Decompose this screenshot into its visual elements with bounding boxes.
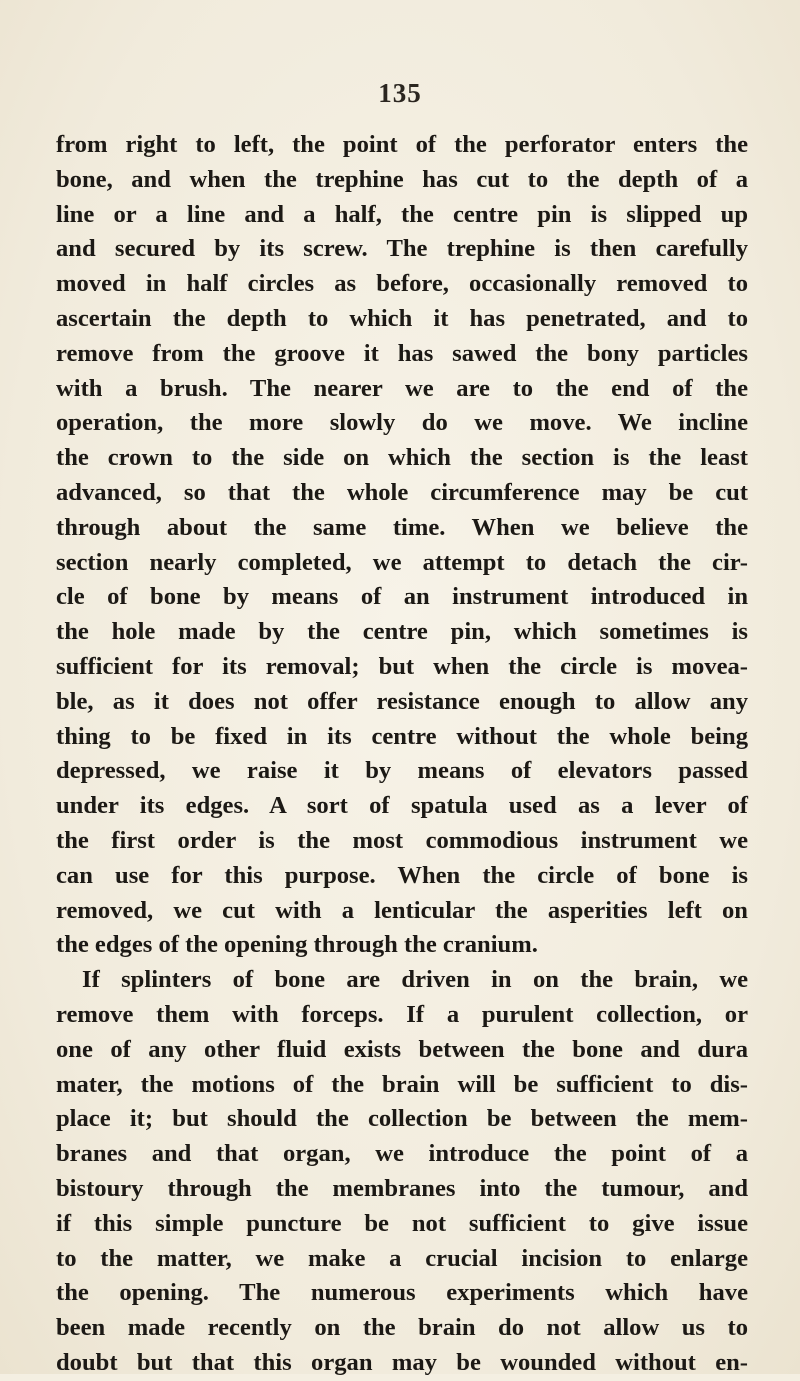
- text-line: ascertain the depth to which it has penetrated, and to: [56, 304, 748, 332]
- text-line: depressed, we raise it by means of elevators passed: [56, 757, 748, 785]
- body-text: [56, 128, 748, 1381]
- text-line: sufficient for its removal; but when the circle is movea-: [56, 652, 748, 680]
- text-line: moved in half circles as before, occasionally removed to: [56, 270, 748, 298]
- text-line: removed, we cut with a lenticular the asperities left on: [56, 896, 748, 924]
- text-line: from right to left, the point of the perforator enters the: [56, 131, 748, 158]
- text-line: been made recently on the brain do not allow us to: [56, 1314, 748, 1342]
- text-line: can use for this purpose. When the circle of bone is: [56, 861, 748, 889]
- text-line: mater, the motions of the brain will be sufficient to dis-: [56, 1070, 748, 1098]
- text-line: remove from the groove it has sawed the bony particles: [56, 339, 748, 367]
- text-line: operation, the more slowly do we move. We incline: [56, 409, 748, 437]
- text-line: line or a line and a half, the centre pin is slipped up: [56, 200, 748, 228]
- text-line: the crown to the side on which the section is the least: [56, 444, 748, 472]
- text-line: thing to be fixed in its centre without the whole being: [56, 722, 748, 750]
- text-line: to the matter, we make a crucial incision to enlarge: [56, 1244, 748, 1272]
- text-line: the first order is the most commodious instrument we: [56, 826, 748, 854]
- text-line: section nearly completed, we attempt to detach the cir-: [56, 548, 748, 576]
- text-line: ble, as it does not offer resistance enough to allow any: [56, 687, 748, 715]
- text-line: one of any other fluid exists between the bone and dura: [56, 1035, 748, 1063]
- text-line: doubt but that this organ may be wounded without en-: [56, 1348, 748, 1376]
- text-line: and secured by its screw. The trephine is then carefully: [56, 235, 748, 263]
- text-line: the hole made by the centre pin, which sometimes is: [56, 618, 748, 646]
- text-line: bistoury through the membranes into the tumour, and: [56, 1174, 748, 1202]
- text-line: place it; but should the collection be between the mem-: [56, 1105, 748, 1133]
- text-line: advanced, so that the whole circumference may be cut: [56, 478, 748, 506]
- text-line: If splinters of bone are driven in on the brain, we: [82, 966, 748, 994]
- text-line: the opening. The numerous experiments which have: [56, 1279, 748, 1307]
- text-line: under its edges. A sort of spatula used as a lever of: [56, 792, 748, 820]
- text-line: with a brush. The nearer we are to the end of the: [56, 374, 748, 402]
- page-number: 135: [378, 78, 422, 108]
- text-line: if this simple puncture be not sufficient to give issue: [56, 1209, 748, 1237]
- text-line: through about the same time. When we believe the: [56, 513, 748, 541]
- text-line: cle of bone by means of an instrument introduced in: [56, 583, 748, 611]
- text-line: remove them with forceps. If a purulent collection, or: [56, 1000, 748, 1028]
- text-line: the edges of the opening through the cranium.: [56, 931, 538, 959]
- text-line: branes and that organ, we introduce the point of a: [56, 1140, 748, 1168]
- text-line: bone, and when the trephine has cut to the depth of a: [56, 165, 748, 193]
